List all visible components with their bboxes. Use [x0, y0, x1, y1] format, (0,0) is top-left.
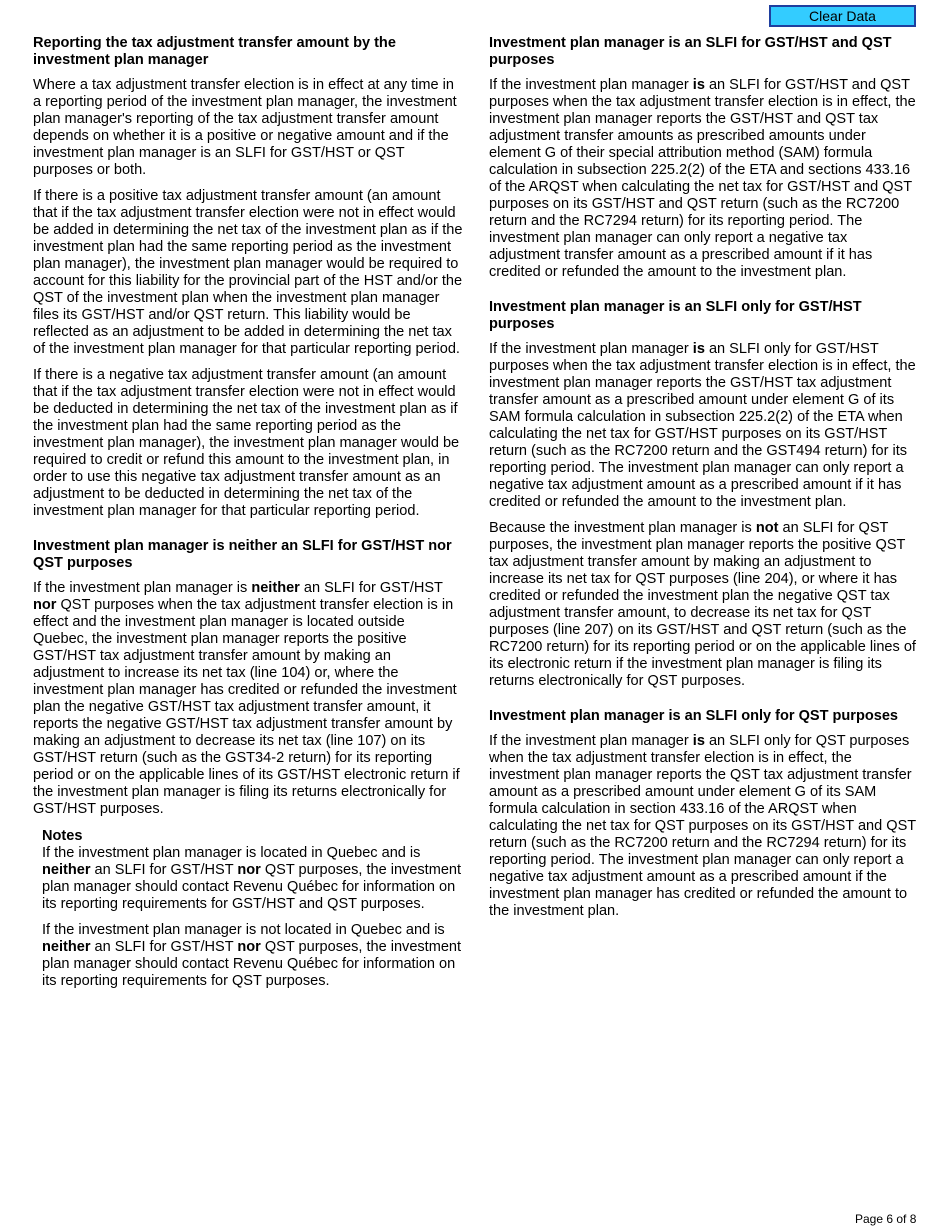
section-heading: Investment plan manager is neither an SLFI for GST/HST nor QST purposes — [33, 538, 452, 571]
section-neither-slfi — [33, 538, 463, 990]
section-heading: Investment plan manager is an SLFI only for QST purposes — [489, 708, 899, 724]
section-slfi-both — [489, 35, 919, 281]
paragraph: If there is a positive tax adjustment transfer amount (an amount that if the tax adjustment transfer election were not in effect would be added in determining the net tax of the investment plan as if the investment plan had the same reporting period as the investment plan manager), the investment plan manager would be required to account for this liability for the provincial part of the HST and/or the QST of the investment plan when the investment plan manager files its GST/HST and/or QST return. This liability would be reflected as an adjustment to be added in determining the net tax of the investment plan manager for that particular reporting period. — [33, 188, 463, 357]
section-heading: Reporting the tax adjustment transfer amount by the investment plan manager — [33, 35, 396, 68]
left-column — [33, 35, 463, 999]
section-slfi-qst-only — [489, 708, 919, 920]
paragraph: If there is a negative tax adjustment transfer amount (an amount that if the tax adjustment transfer election were not in effect would be deducted in determining the net tax of the investment plan as if the investment plan had the same reporting period as the investment plan manager), the investment plan manager would be required to credit or refund this amount to the investment plan, in order to use this negative tax adjustment transfer amount as an adjustment to be deducted in determining the net tax of the investment plan manager for that particular reporting period. — [33, 367, 460, 519]
section-reporting — [33, 35, 463, 520]
paragraph: If the investment plan manager is an SLFI only for QST purposes when the tax adjustment transfer election is in effect, the investment plan manager reports the QST tax adjustment transfer amount as a prescribed amount under element G of its SAM formula calculation in section 433.16 of the ARQST when calculating the net tax for QST purposes on its GST/HST and QST return (such as the RC7200 return and the RC7294 return) for its reporting period. The investment plan manager can only report a negative tax adjustment amount as a prescribed amount if the investment plan manager has credited or refunded the amount to the investment plan. — [489, 733, 916, 919]
notes-block — [42, 828, 463, 990]
paragraph: If the investment plan manager is an SLFI only for GST/HST purposes when the tax adjustment transfer election is in effect, the investment plan manager reports the GST/HST tax adjustment transfer amount as a prescribed amount under element G of its SAM formula calculation in subsection 225.2(2) of the ETA when calculating the net tax for GST/HST purposes on its GST/HST return (such as the RC7200 return and the GST494 return) for its reporting period. The investment plan manager can only report a negative tax adjustment amount as a prescribed amount if it has credited or refunded the amount to the investment plan. — [489, 341, 916, 510]
clear-data-button[interactable]: Clear Data — [769, 5, 916, 27]
paragraph: If the investment plan manager is an SLFI for GST/HST and QST purposes when the tax adjustment transfer election is in effect, the investment plan manager reports the GST/HST and QST tax adjustment transfer amounts as prescribed amounts under element G of their special attribution method (SAM) formula calculation in subsection 225.2(2) of the ETA and sections 433.16 of the ARQST when calculating the net tax for GST/HST and QST purposes on its GST/HST and QST return (such as the RC7200 return and the RC7294 return) for its reporting period. The investment plan manager can only report a negative tax adjustment transfer amount as a prescribed amount if it has credited or refunded the amount to the investment plan. — [489, 77, 916, 280]
section-slfi-gst-only — [489, 299, 919, 690]
note: If the investment plan manager is located in Quebec and is neither an SLFI for GST/HST nor QST purposes, the investment plan manager should contact Revenu Québec for information on its reporting requirements for GST/HST and QST purposes. — [42, 845, 462, 912]
section-heading: Investment plan manager is an SLFI only for GST/HST purposes — [489, 299, 862, 332]
notes-title: Notes — [42, 828, 83, 844]
paragraph: If the investment plan manager is neither an SLFI for GST/HST nor QST purposes when the tax adjustment transfer election is in effect and the investment plan manager is located outside Quebec, the investment plan manager reports the positive GST/HST tax adjustment transfer amount by making an adjustment to increase its net tax (line 104) or, where the investment plan manager has credited or refunded the investment plan the negative GST/HST tax adjustment transfer amount, it reports the negative GST/HST tax adjustment transfer amount by making an adjustment to decrease its net tax (line 107) on its GST/HST return (such as the GST34-2 return) for its reporting period or on the applicable lines of its GST/HST electronic return if the investment plan manager is filing its returns electronically for GST/HST purposes. — [33, 580, 460, 817]
paragraph: Because the investment plan manager is not an SLFI for QST purposes, the investment plan manager reports the positive QST tax adjustment transfer amount by making an adjustment to increase its net tax for QST purposes (line 204), or where it has credited or refunded the investment plan the negative QST tax adjustment transfer amount, to decrease its net tax for QST purposes (line 207) on its GST/HST and QST return (such as the RC7200 return) for its reporting period or on the applicable lines of its electronic return if the investment plan manager is filing its returns electronically for QST purposes. — [489, 520, 916, 689]
page-number: Page 6 of 8 — [855, 1212, 917, 1226]
note: If the investment plan manager is not located in Quebec and is neither an SLFI for GST/HST nor QST purposes, the investment plan manager should contact Revenu Québec for information on its reporting requirements for QST purposes. — [42, 922, 462, 989]
right-column — [489, 35, 919, 929]
section-heading: Investment plan manager is an SLFI for GST/HST and QST purposes — [489, 35, 892, 68]
paragraph: Where a tax adjustment transfer election is in effect at any time in a reporting period of the investment plan manager, the investment plan manager's reporting of the tax adjustment transfer amount depends on whether it is a positive or negative amount and if the investment plan manager is an SLFI for GST/HST or QST purposes or both. — [33, 77, 457, 178]
